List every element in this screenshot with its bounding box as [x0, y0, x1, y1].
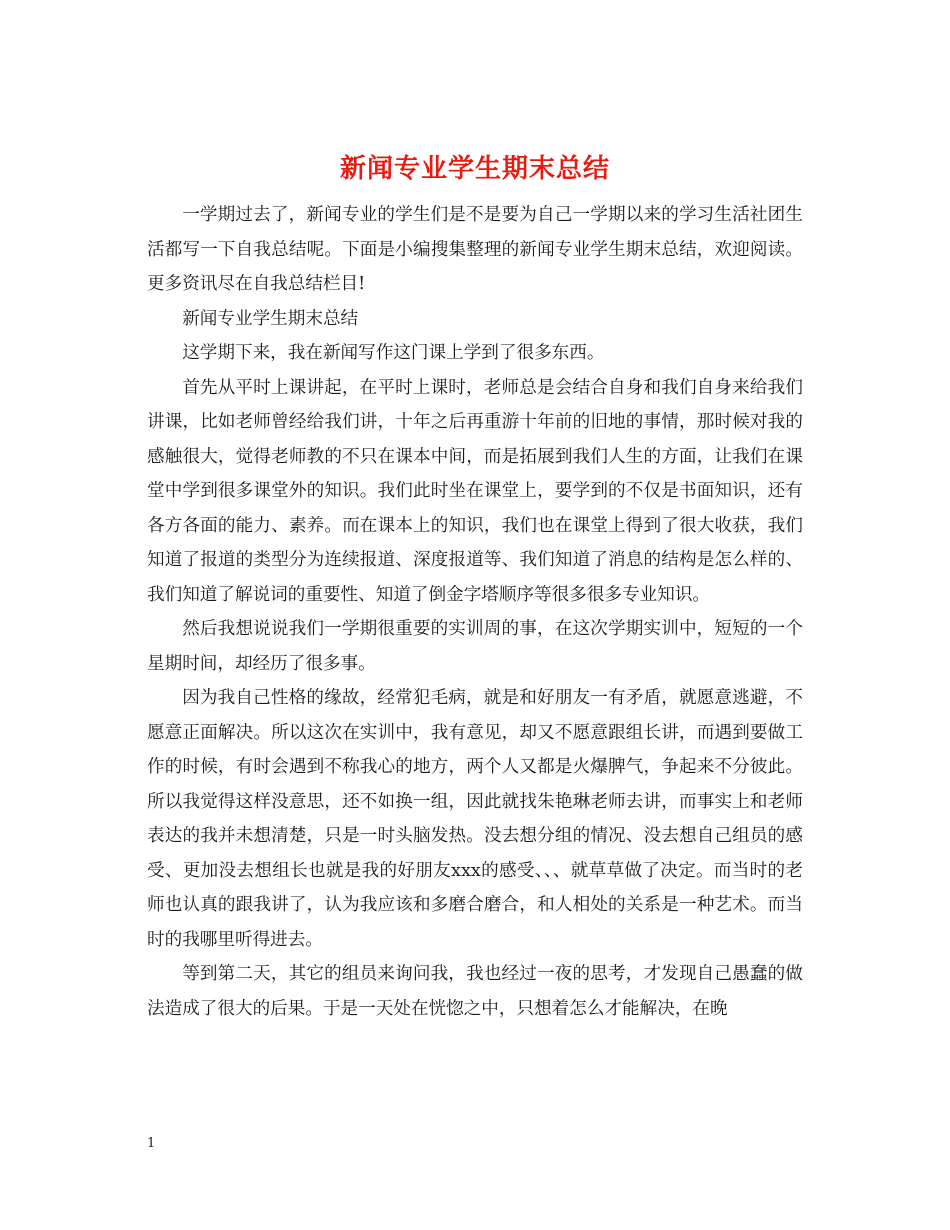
paragraph-5: 等到第二天，其它的组员来询问我，我也经过一夜的思考，才发现自己愚蠢的做法造成了很大的后果。于是一天处在恍惚之中，只想着怎么才能解决，在晚: [147, 964, 803, 1019]
paragraph-1: 这学期下来，我在新闻写作这门课上学到了很多东西。: [182, 343, 605, 363]
paragraph-4: 因为我自己性格的缘故，经常犯毛病，就是和好朋友一有矛盾，就愿意逃避，不愿意正面解决。所以这次在实训中，我有意见，却又不愿意跟组长讲，而遇到要做工作的时候，有时会遇到不称我心的地方，两个人又都是火爆脾气，争起来不分彼此。所以我觉得这样没意思，还不如换一组，因此就找朱艳琳老师去讲，而事实上和老师表达的我并未想清楚，只是一时头脑发热。没去想分组的情况、没去想自己组员的感受、更加没去想组长也就是我的好朋友xxx的感受、、、就草草做了决定。而当时的老师也认真的跟我讲了，认为我应该和多磨合磨合，和人相处的关系是一种艺术。而当时的我哪里听得进去。: [147, 688, 803, 950]
document-body: [147, 198, 803, 1026]
document-title: 新闻专业学生期末总结: [339, 154, 610, 185]
page-number: 1: [147, 1136, 156, 1151]
paragraph-subtitle: 新闻专业学生期末总结: [182, 308, 359, 329]
paragraph-2: 首先从平时上课讲起，在平时上课时，老师总是会结合自身和我们自身来给我们讲课，比如老师曾经给我们讲，十年之后再重游十年前的旧地的事情，那时候对我的感触很大，觉得老师教的不只在课本中间，而是拓展到我们人生的方面，让我们在课堂中学到很多课堂外的知识。我们此时坐在课堂上，要学到的不仅是书面知识，还有各方各面的能力、素养。而在课本上的知识，我们也在课堂上得到了很大收获，我们知道了报道的类型分为连续报道、深度报道等、我们知道了消息的结构是怎么样的、我们知道了解说词的重要性、知道了倒金字塔顺序等很多很多专业知识。: [147, 377, 803, 605]
paragraph-3: 然后我想说说我们一学期很重要的实训周的事，在这次学期实训中，短短的一个星期时间，却经历了很多事。: [147, 619, 803, 674]
paragraph-intro: 一学期过去了，新闻专业的学生们是不是要为自己一学期以来的学习生活社团生活都写一下自我总结呢。下面是小编搜集整理的新闻专业学生期末总结，欢迎阅读。更多资讯尽在自我总结栏目!: [147, 205, 803, 294]
